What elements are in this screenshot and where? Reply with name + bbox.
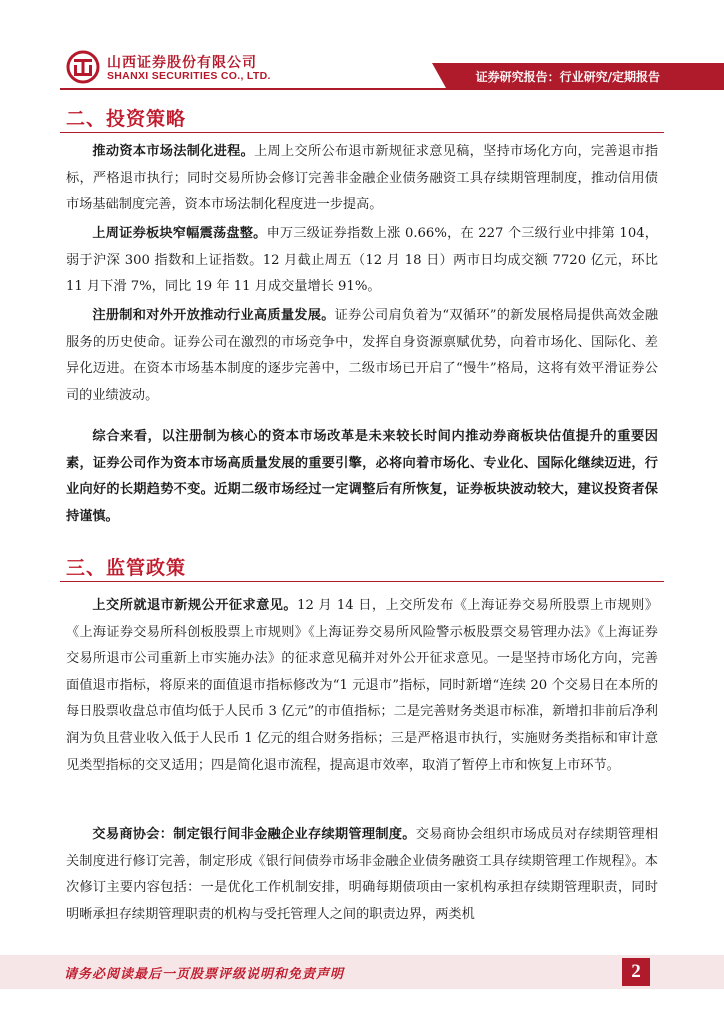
paragraph-body: 12 月 14 日，上交所发布《上海证券交易所股票上市规则》《上海证券交易所科创板股票上市规则》《上海证券交易所风险警示板股票交易管理办法》《上海证券交易所退市公司重新上市实施办法》的征求意见稿并对外公开征求意见。一是坚持市场化方向，完善面值退市指标，将原来的面值退市指标修改为“1 元退市”指标，同时新增“连续 20 个交易日在本所的每日股票收盘总市值均低于人民币 3 亿元”的市值指标；二是完善财务类退市标准，新增扣非前后净利润为负且营业收入低于人民币 1 亿元的组合财务指标；三是严格退市执行，实施财务类指标和审计意见类型指标的交叉适用；四是简化退市流程，提高退市效率，取消了暂停上市和恢复上市环节。 xyxy=(66,598,659,773)
paragraph-lead: 交易商协会：制定银行间非金融企业存续期管理制度。 xyxy=(92,827,416,842)
header-divider xyxy=(60,88,724,90)
paragraph-registration-reform xyxy=(66,303,658,409)
company-name-cn: 山西证券股份有限公司 xyxy=(107,55,257,71)
page-header xyxy=(0,0,724,96)
section-title-regulatory-policy: 三、监管政策 xyxy=(66,557,187,579)
paragraph-lead: 注册制和对外开放推动行业高质量发展。 xyxy=(92,308,335,323)
paragraph-body: 交易商协会组织市场成员对存续期管理相关制度进行修订完善，制定形成《银行间债券市场非金融企业债务融资工具存续期管理工作规程》。本次修订主要内容包括：一是优化工作机制安排，明确每期债项由一家机构承担存续期管理职责，同时明晰承担存续期管理职责的机构与受托管理人之间的职责边界，两类机 xyxy=(66,827,659,922)
section-divider xyxy=(60,581,664,582)
report-type-banner xyxy=(446,63,724,88)
paragraph-body: 申万三级证券指数上涨 0.66%，在 227 个三级行业中排第 104，弱于沪深 300 指数和上证指数。12 月截止周五（12 月 18 日）两市日均成交额 7720 亿元，环比 11 月下滑 7%，同比 19 年 11 月成交量增长 91%。 xyxy=(66,226,658,295)
disclaimer-notice: 请务必阅读最后一页股票评级说明和免责声明 xyxy=(64,967,345,982)
paragraph-lead: 上周证券板块窄幅震荡盘整。 xyxy=(92,226,267,241)
paragraph-delisting-rules xyxy=(66,593,658,779)
paragraph-market-review xyxy=(66,221,658,301)
page-footer xyxy=(0,955,724,989)
section-divider xyxy=(60,132,664,133)
paragraph-legal-process xyxy=(66,139,658,219)
paragraph-lead: 上交所就退市新规公开征求意见。 xyxy=(92,598,298,613)
section-title-investment-strategy: 二、投资策略 xyxy=(66,108,187,130)
paragraph-dealers-association xyxy=(66,822,658,928)
paragraph-body: 证券公司肩负着为“双循环”的新发展格局提供高效金融服务的历史使命。证券公司在激烈的市场竞争中，发挥自身资源禀赋优势，向着市场化、国际化、差异化迈进。在资本市场基本制度的逐步完善中，二级市场已开启了“慢牛”格局，这将有效平滑证券公司的业绩波动。 xyxy=(66,308,659,403)
paragraph-lead: 推动资本市场法制化进程。 xyxy=(92,144,255,159)
report-type-label: 证券研究报告：行业研究/定期报告 xyxy=(475,70,660,84)
page-number: 2 xyxy=(622,958,650,986)
company-name-en: SHANXI SECURITIES CO., LTD. xyxy=(107,70,271,82)
shanxi-securities-logo-icon xyxy=(66,50,100,84)
paragraph-conclusion: 综合来看，以注册制为核心的资本市场改革是未来较长时间内推动券商板块估值提升的重要因素，证券公司作为资本市场高质量发展的重要引擎，必将向着市场化、专业化、国际化继续迈进，行业向好的长期趋势不变。近期二级市场经过一定调整后有所恢复，证券板块波动较大，建议投资者保持谨慎。 xyxy=(66,429,658,524)
paragraph-body: 上周上交所公布退市新规征求意见稿，坚持市场化方向，完善退市指标，严格退市执行；同时交易所协会修订完善非金融企业债务融资工具存续期管理制度，推动信用债市场基础制度完善，资本市场法制化程度进一步提高。 xyxy=(66,144,659,213)
